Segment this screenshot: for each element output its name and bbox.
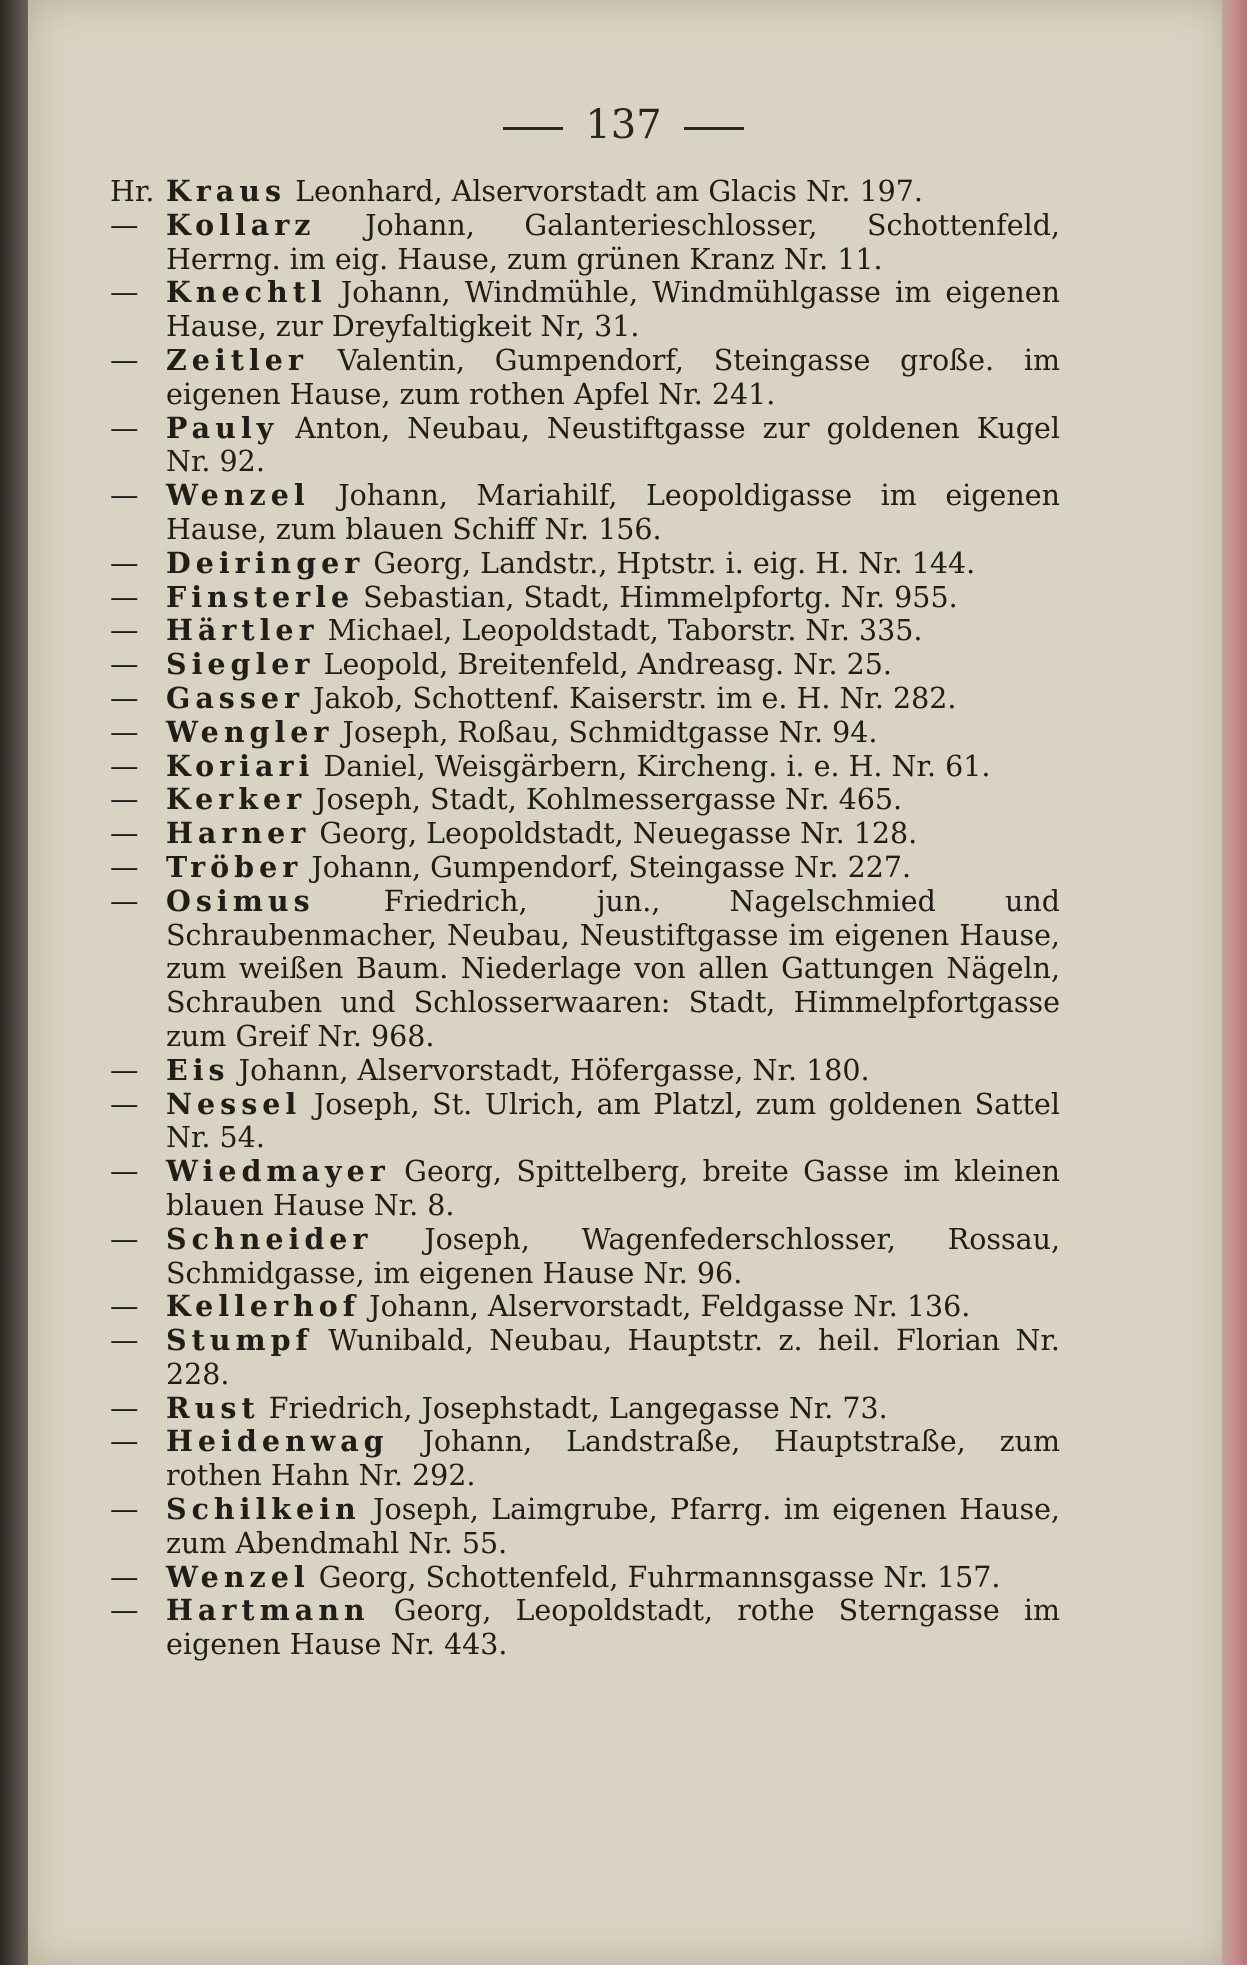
entry-details: Daniel, Weisgärbern, Kircheng. i. e. H. Nr. 61. [323,749,991,783]
entry-details: Johann, Landstraße, Hauptstraße, zum rothen Hahn Nr. 292. [166,1425,1060,1493]
entry-surname: Siegler [166,647,315,682]
entry-lead: — [110,884,139,918]
entry-lead: — [110,580,139,614]
directory-entry [110,885,1060,1054]
entry-details: Sebastian, Stadt, Himmelpfortg. Nr. 955. [363,580,958,614]
entry-details: Georg, Landstr., Hptstr. i. eig. H. Nr. 144. [373,546,976,580]
directory-entry [110,1223,1060,1291]
directory-entry [110,581,1060,615]
entry-surname: Nessel [166,1086,302,1121]
entry-details: Johann, Alservorstadt, Höfergasse, Nr. 180. [238,1053,870,1087]
directory-entry [110,1054,1060,1088]
page-edge [1222,0,1247,1965]
entry-surname: Gasser [166,680,305,715]
entry-surname: Wenzel [166,478,310,513]
entry-details: Wunibald, Neubau, Hauptstr. z. heil. Florian Nr. 228. [166,1324,1060,1391]
entry-details: Johann, Mariahilf, Leopoldigasse im eigenen Hause, zum blauen Schiff Nr. 156. [166,479,1060,546]
entry-details: Jakob, Schottenf. Kaiserstr. im e. H. Nr. 282. [313,681,957,715]
header-dash-right [684,127,744,130]
entry-surname: Wengler [166,714,334,749]
directory-entry [110,1088,1060,1156]
directory-entry [110,1594,1060,1662]
directory-entry [110,344,1060,412]
entry-lead: — [110,276,139,310]
entry-details: Friedrich, jun., Nagelschmied und Schraubenmacher, Neubau, Neustiftgasse im eigenen Hause, zum weißen Baum. Niederlage von allen Gattungen Nägeln, Schrauben und Schlosserwaaren: Stadt, Himmelpfortgasse zum Greif Nr. 968. [166,884,1060,1053]
entry-surname: Schneider [166,1221,373,1256]
entry-lead: — [110,479,139,513]
entry-details: Leopold, Breitenfeld, Andreasg. Nr. 25. [323,648,892,682]
entry-surname: Wenzel [166,1559,310,1594]
entry-surname: Pauly [166,410,279,445]
directory-entry [110,412,1060,480]
entry-surname: Rust [166,1390,260,1425]
entry-lead: — [110,1222,139,1256]
entry-details: Johann, Gumpendorf, Steingasse Nr. 227. [311,850,912,884]
entry-lead: — [110,546,139,580]
directory-entry [110,1155,1060,1223]
entry-surname: Stumpf [166,1323,313,1358]
entry-details: Friedrich, Josephstadt, Langegasse Nr. 73. [268,1391,888,1425]
entry-details: Joseph, St. Ulrich, am Platzl, zum goldenen Sattel Nr. 54. [166,1087,1060,1155]
directory-entry [110,547,1060,581]
entry-lead: — [110,614,139,648]
entry-lead: — [110,681,139,715]
entry-surname: Kellerhof [166,1289,361,1324]
directory-entry [110,614,1060,648]
entry-surname: Hartmann [166,1593,370,1628]
entry-details: Johann, Windmühle, Windmühlgasse im eigenen Hause, zur Dreyfaltigkeit Nr, 31. [166,276,1060,344]
entry-lead: — [110,1425,139,1459]
entry-lead: — [110,1391,139,1425]
entry-surname: Koriari [166,748,315,783]
entry-lead: — [110,817,139,851]
directory-entries [110,175,1060,1662]
entry-lead: — [110,1155,139,1189]
entry-surname: Wiedmayer [166,1154,390,1189]
directory-entry [110,682,1060,716]
entry-details: Leonhard, Alservorstadt am Glacis Nr. 197. [295,175,923,208]
entry-lead: — [110,343,139,377]
entry-lead: — [110,1053,139,1087]
directory-entry [110,1392,1060,1426]
entry-lead: Hr. [110,175,155,208]
entry-surname: Heidenwag [166,1424,389,1459]
entry-lead: — [110,783,139,817]
entry-details: Johann, Galanterieschlosser, Schottenfeld, Herrng. im eig. Hause, zum grünen Kranz Nr. 11. [166,208,1060,276]
entry-surname: Kerker [166,782,307,817]
directory-entry [110,209,1060,277]
directory-entry [110,750,1060,784]
directory-entry [110,1493,1060,1561]
entry-surname: Deiringer [166,545,365,580]
directory-entry [110,276,1060,344]
directory-entry [110,817,1060,851]
header-dash-left [503,127,563,130]
entry-surname: Kollarz [166,207,316,242]
directory-entry [110,1290,1060,1324]
entry-surname: Härtler [166,613,319,648]
entry-details: Georg, Spittelberg, breite Gasse im kleinen blauen Hause Nr. 8. [166,1155,1060,1222]
entry-details: Valentin, Gumpendorf, Steingasse große. im eigenen Hause, zum rothen Apfel Nr. 241. [166,343,1060,411]
entry-surname: Knechtl [166,275,327,310]
entry-surname: Schilkein [166,1492,361,1527]
entry-details: Joseph, Wagenfederschlosser, Rossau, Schmidgasse, im eigenen Hause Nr. 96. [166,1222,1061,1290]
entry-lead: — [110,1324,139,1358]
entry-lead: — [110,1290,139,1324]
entry-details: Anton, Neubau, Neustiftgasse zur goldenen Kugel Nr. 92. [166,411,1060,479]
entry-details: Georg, Schottenfeld, Fuhrmannsgasse Nr. 157. [318,1560,1001,1594]
entry-details: Georg, Leopoldstadt, Neuegasse Nr. 128. [319,817,918,851]
page-number: 137 [585,102,662,148]
entry-lead: — [110,1087,139,1121]
entry-surname: Tröber [166,849,303,884]
directory-entry [110,1425,1060,1493]
book-spine [0,0,28,1965]
entry-lead: — [110,208,139,242]
entry-lead: — [110,715,139,749]
entry-surname: Harner [166,816,311,851]
entry-surname: Osimus [166,883,315,918]
entry-lead: — [110,1493,139,1527]
entry-details: Joseph, Stadt, Kohlmessergasse Nr. 465. [315,783,903,817]
entry-lead: — [110,648,139,682]
entry-lead: — [110,1594,139,1628]
entry-details: Joseph, Roßau, Schmidtgasse Nr. 94. [342,715,878,749]
directory-entry [110,851,1060,885]
directory-entry [110,175,1060,209]
entry-details: Michael, Leopoldstadt, Taborstr. Nr. 335. [327,614,923,648]
entry-surname: Kraus [166,174,287,208]
directory-entry [110,648,1060,682]
entry-lead: — [110,411,139,445]
directory-entry [110,716,1060,750]
directory-entry [110,479,1060,547]
entry-surname: Finsterle [166,579,355,614]
directory-entry [110,1561,1060,1595]
entry-details: Johann, Alservorstadt, Feldgasse Nr. 136. [369,1290,971,1324]
entry-lead: — [110,850,139,884]
page-header [0,102,1247,148]
entry-surname: Eis [166,1052,230,1087]
entry-surname: Zeitler [166,342,308,377]
directory-entry [110,1324,1060,1392]
entry-details: Joseph, Laimgrube, Pfarrg. im eigenen Hause, zum Abendmahl Nr. 55. [166,1493,1060,1560]
entry-details: Georg, Leopoldstadt, rothe Sterngasse im eigenen Hause Nr. 443. [166,1594,1061,1662]
entry-lead: — [110,749,139,783]
directory-entry [110,783,1060,817]
entry-lead: — [110,1560,139,1594]
